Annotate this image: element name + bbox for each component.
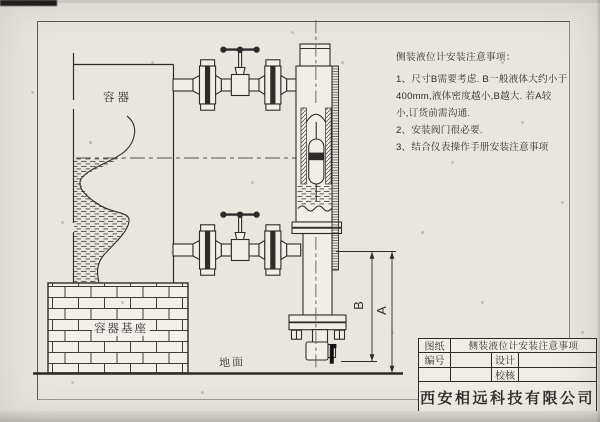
design-value-cell <box>519 353 596 368</box>
column-top-cap <box>300 44 330 66</box>
notes-line-2: 400mm,液体密度越小,B越大. 若A较 <box>396 91 552 102</box>
drawing-title-cell: 侧装液位计安装注意事项 <box>451 339 596 353</box>
notes-line-1: 1、尺寸B需要考虑. B一般液体大约小于 <box>396 74 568 85</box>
notes-line-5: 3、结合仪表操作手册安装注意事项 <box>396 142 549 153</box>
installation-notes <box>396 50 578 156</box>
title-block-row-number <box>419 353 596 368</box>
notes-line-4: 2、安装阀门很必要. <box>396 125 483 136</box>
vessel-label: 容器 <box>103 92 132 104</box>
number-value-cell <box>451 353 492 368</box>
upper-valve <box>173 47 302 110</box>
design-label-cell: 设计 <box>492 353 519 368</box>
scan-edge-right <box>596 0 600 422</box>
dimension-b-label: B <box>350 301 366 310</box>
drain-valve <box>306 342 328 360</box>
gauge-float <box>309 139 324 184</box>
float-indicator-band <box>309 153 324 161</box>
notes-line-3: 小,订货前需沟通. <box>396 108 471 119</box>
indicator-scale-strip <box>332 66 339 270</box>
check-label-cell: 校核 <box>492 368 519 382</box>
ground-label: 地面 <box>218 356 246 370</box>
scan-edge-top <box>0 0 600 3</box>
check-value-cell <box>519 368 596 382</box>
number-label-cell: 编号 <box>419 353 451 368</box>
scan-edge-bottom <box>0 411 600 422</box>
empty-cell <box>419 368 451 382</box>
title-block-row-check <box>419 368 596 382</box>
notes-title: 侧装液位计安装注意事项： <box>396 52 516 63</box>
drawing-label-cell: 图纸 <box>419 339 451 353</box>
title-block <box>418 338 597 414</box>
bottom-flange <box>289 315 346 322</box>
lower-valve <box>173 212 302 275</box>
vessel-base-label: 容器基座 <box>92 320 150 336</box>
level-gauge-column <box>289 44 346 364</box>
scan-smudge-top-left <box>0 0 57 6</box>
lower-column-tube <box>303 234 332 316</box>
company-name: 西安相远科技有限公司 <box>419 389 595 407</box>
empty-cell <box>451 368 492 382</box>
dimension-a-label: A <box>373 306 389 315</box>
title-block-row-drawing <box>419 339 596 353</box>
